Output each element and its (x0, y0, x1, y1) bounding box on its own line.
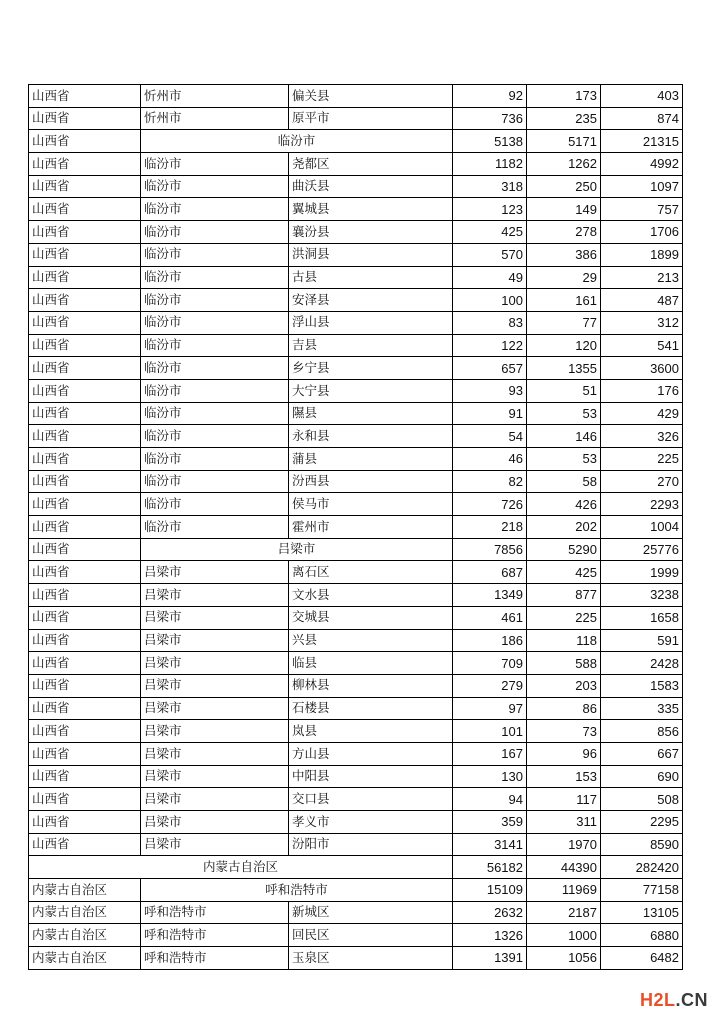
value-cell-2: 5171 (527, 130, 601, 153)
province-cell: 山西省 (29, 334, 141, 357)
value-cell-3: 282420 (601, 856, 683, 879)
value-cell-3: 1999 (601, 561, 683, 584)
value-cell-2: 426 (527, 493, 601, 516)
city-cell: 临汾市 (141, 221, 289, 244)
county-cell: 大宁县 (289, 379, 453, 402)
watermark-logo (640, 990, 708, 1011)
city-cell: 临汾市 (141, 266, 289, 289)
table-row (29, 153, 683, 176)
value-cell-2: 149 (527, 198, 601, 221)
value-cell-3: 429 (601, 402, 683, 425)
table-row (29, 198, 683, 221)
value-cell-3: 487 (601, 289, 683, 312)
value-cell-3: 77158 (601, 879, 683, 902)
table-row (29, 584, 683, 607)
value-cell-1: 167 (453, 742, 527, 765)
value-cell-2: 5290 (527, 538, 601, 561)
value-cell-2: 225 (527, 606, 601, 629)
value-cell-1: 92 (453, 85, 527, 108)
table-row (29, 334, 683, 357)
county-cell: 岚县 (289, 720, 453, 743)
province-cell: 山西省 (29, 311, 141, 334)
province-cell: 山西省 (29, 606, 141, 629)
province-cell: 山西省 (29, 130, 141, 153)
value-cell-3: 312 (601, 311, 683, 334)
city-cell: 临汾市 (141, 289, 289, 312)
watermark-cn: .CN (675, 990, 708, 1010)
city-cell: 临汾市 (141, 470, 289, 493)
city-cell: 临汾市 (141, 311, 289, 334)
value-cell-3: 13105 (601, 901, 683, 924)
value-cell-1: 425 (453, 221, 527, 244)
value-cell-3: 335 (601, 697, 683, 720)
county-cell: 襄汾县 (289, 221, 453, 244)
value-cell-1: 279 (453, 674, 527, 697)
value-cell-2: 118 (527, 629, 601, 652)
value-cell-2: 86 (527, 697, 601, 720)
table-row (29, 901, 683, 924)
county-cell: 柳林县 (289, 674, 453, 697)
county-cell: 孝义市 (289, 811, 453, 834)
table-row (29, 175, 683, 198)
county-cell: 尧都区 (289, 153, 453, 176)
value-cell-1: 15109 (453, 879, 527, 902)
value-cell-3: 1583 (601, 674, 683, 697)
province-cell: 山西省 (29, 652, 141, 675)
city-cell: 临汾市 (141, 402, 289, 425)
city-cell: 临汾市 (141, 493, 289, 516)
province-cell: 山西省 (29, 470, 141, 493)
table-row (29, 811, 683, 834)
city-cell: 临汾市 (141, 198, 289, 221)
city-cell: 临汾市 (141, 425, 289, 448)
value-cell-3: 1706 (601, 221, 683, 244)
county-cell: 交口县 (289, 788, 453, 811)
province-cell: 山西省 (29, 584, 141, 607)
province-cell: 山西省 (29, 85, 141, 108)
city-cell: 临汾市 (141, 516, 289, 539)
value-cell-3: 213 (601, 266, 683, 289)
value-cell-1: 93 (453, 379, 527, 402)
county-cell: 玉泉区 (289, 947, 453, 970)
city-cell: 吕梁市 (141, 765, 289, 788)
province-cell: 内蒙古自治区 (29, 901, 141, 924)
value-cell-3: 2293 (601, 493, 683, 516)
table-row (29, 85, 683, 108)
city-cell: 吕梁市 (141, 629, 289, 652)
value-cell-2: 877 (527, 584, 601, 607)
city-cell: 呼和浩特市 (141, 947, 289, 970)
province-cell: 内蒙古自治区 (29, 879, 141, 902)
table-row (29, 788, 683, 811)
value-cell-3: 8590 (601, 833, 683, 856)
county-cell: 石楼县 (289, 697, 453, 720)
county-cell: 蒲县 (289, 448, 453, 471)
county-cell: 安泽县 (289, 289, 453, 312)
value-cell-3: 757 (601, 198, 683, 221)
table-row (29, 856, 683, 879)
value-cell-2: 202 (527, 516, 601, 539)
value-cell-1: 7856 (453, 538, 527, 561)
table-row (29, 947, 683, 970)
value-cell-2: 2187 (527, 901, 601, 924)
value-cell-2: 161 (527, 289, 601, 312)
value-cell-2: 51 (527, 379, 601, 402)
table-row (29, 742, 683, 765)
value-cell-1: 46 (453, 448, 527, 471)
value-cell-2: 73 (527, 720, 601, 743)
value-cell-2: 1000 (527, 924, 601, 947)
value-cell-1: 56182 (453, 856, 527, 879)
value-cell-1: 82 (453, 470, 527, 493)
value-cell-2: 235 (527, 107, 601, 130)
table-row (29, 674, 683, 697)
province-cell: 山西省 (29, 107, 141, 130)
value-cell-3: 3238 (601, 584, 683, 607)
city-cell: 忻州市 (141, 107, 289, 130)
county-cell: 乡宁县 (289, 357, 453, 380)
value-cell-2: 11969 (527, 879, 601, 902)
city-cell: 吕梁市 (141, 606, 289, 629)
value-cell-2: 44390 (527, 856, 601, 879)
value-cell-3: 667 (601, 742, 683, 765)
table-row (29, 765, 683, 788)
province-cell: 山西省 (29, 788, 141, 811)
city-cell: 吕梁市 (141, 652, 289, 675)
table-row (29, 243, 683, 266)
city-cell: 临汾市 (141, 334, 289, 357)
value-cell-3: 3600 (601, 357, 683, 380)
value-cell-2: 1355 (527, 357, 601, 380)
county-cell: 隰县 (289, 402, 453, 425)
province-cell: 山西省 (29, 765, 141, 788)
province-cell: 山西省 (29, 379, 141, 402)
table-row (29, 470, 683, 493)
province-cell: 山西省 (29, 289, 141, 312)
table-row (29, 879, 683, 902)
province-cell: 山西省 (29, 674, 141, 697)
value-cell-1: 1349 (453, 584, 527, 607)
value-cell-2: 96 (527, 742, 601, 765)
value-cell-3: 591 (601, 629, 683, 652)
value-cell-2: 53 (527, 402, 601, 425)
province-cell: 山西省 (29, 516, 141, 539)
value-cell-1: 130 (453, 765, 527, 788)
table-row (29, 833, 683, 856)
city-cell: 临汾市 (141, 175, 289, 198)
province-cell: 山西省 (29, 243, 141, 266)
county-cell: 交城县 (289, 606, 453, 629)
province-cell: 内蒙古自治区 (29, 947, 141, 970)
value-cell-2: 1262 (527, 153, 601, 176)
province-cell: 内蒙古自治区 (29, 924, 141, 947)
city-cell: 吕梁市 (141, 584, 289, 607)
table-row (29, 538, 683, 561)
province-cell: 山西省 (29, 493, 141, 516)
data-table (28, 84, 683, 970)
province-cell: 山西省 (29, 425, 141, 448)
city-cell: 吕梁市 (141, 697, 289, 720)
value-cell-1: 122 (453, 334, 527, 357)
county-cell: 侯马市 (289, 493, 453, 516)
county-cell: 回民区 (289, 924, 453, 947)
value-cell-1: 3141 (453, 833, 527, 856)
city-cell: 临汾市 (141, 379, 289, 402)
county-cell: 兴县 (289, 629, 453, 652)
value-cell-2: 173 (527, 85, 601, 108)
value-cell-1: 5138 (453, 130, 527, 153)
province-cell: 山西省 (29, 833, 141, 856)
value-cell-1: 123 (453, 198, 527, 221)
value-cell-3: 326 (601, 425, 683, 448)
table-row (29, 107, 683, 130)
province-cell: 山西省 (29, 448, 141, 471)
value-cell-2: 120 (527, 334, 601, 357)
value-cell-3: 874 (601, 107, 683, 130)
value-cell-1: 736 (453, 107, 527, 130)
value-cell-3: 6880 (601, 924, 683, 947)
province-cell: 山西省 (29, 198, 141, 221)
value-cell-2: 53 (527, 448, 601, 471)
table-row (29, 357, 683, 380)
county-cell: 偏关县 (289, 85, 453, 108)
table-row (29, 425, 683, 448)
county-cell: 方山县 (289, 742, 453, 765)
value-cell-3: 176 (601, 379, 683, 402)
county-cell: 临县 (289, 652, 453, 675)
county-cell: 汾西县 (289, 470, 453, 493)
value-cell-1: 49 (453, 266, 527, 289)
value-cell-3: 2428 (601, 652, 683, 675)
city-cell: 吕梁市 (141, 538, 453, 561)
province-cell: 山西省 (29, 742, 141, 765)
value-cell-2: 153 (527, 765, 601, 788)
table-row (29, 606, 683, 629)
watermark-h2l: H2L (639, 990, 676, 1010)
value-cell-1: 359 (453, 811, 527, 834)
value-cell-3: 225 (601, 448, 683, 471)
county-cell: 汾阳市 (289, 833, 453, 856)
value-cell-2: 250 (527, 175, 601, 198)
county-cell: 古县 (289, 266, 453, 289)
value-cell-2: 58 (527, 470, 601, 493)
value-cell-3: 21315 (601, 130, 683, 153)
value-cell-2: 588 (527, 652, 601, 675)
value-cell-2: 203 (527, 674, 601, 697)
province-cell: 山西省 (29, 538, 141, 561)
county-cell: 永和县 (289, 425, 453, 448)
province-cell: 山西省 (29, 811, 141, 834)
value-cell-3: 508 (601, 788, 683, 811)
value-cell-2: 77 (527, 311, 601, 334)
city-cell: 吕梁市 (141, 720, 289, 743)
county-cell: 文水县 (289, 584, 453, 607)
city-cell: 吕梁市 (141, 811, 289, 834)
value-cell-3: 541 (601, 334, 683, 357)
value-cell-1: 687 (453, 561, 527, 584)
city-cell: 临汾市 (141, 130, 453, 153)
province-cell: 山西省 (29, 697, 141, 720)
table-row (29, 652, 683, 675)
value-cell-1: 570 (453, 243, 527, 266)
province-cell: 山西省 (29, 357, 141, 380)
value-cell-2: 386 (527, 243, 601, 266)
value-cell-3: 1899 (601, 243, 683, 266)
county-cell: 原平市 (289, 107, 453, 130)
city-cell: 吕梁市 (141, 561, 289, 584)
value-cell-1: 100 (453, 289, 527, 312)
city-cell: 吕梁市 (141, 833, 289, 856)
county-cell: 中阳县 (289, 765, 453, 788)
value-cell-2: 311 (527, 811, 601, 834)
value-cell-2: 117 (527, 788, 601, 811)
value-cell-1: 91 (453, 402, 527, 425)
city-cell: 呼和浩特市 (141, 901, 289, 924)
city-cell: 忻州市 (141, 85, 289, 108)
province-cell: 山西省 (29, 221, 141, 244)
table-row (29, 493, 683, 516)
value-cell-2: 29 (527, 266, 601, 289)
county-cell: 新城区 (289, 901, 453, 924)
city-cell: 临汾市 (141, 448, 289, 471)
value-cell-3: 6482 (601, 947, 683, 970)
city-cell: 临汾市 (141, 357, 289, 380)
city-cell: 临汾市 (141, 153, 289, 176)
value-cell-1: 54 (453, 425, 527, 448)
value-cell-3: 2295 (601, 811, 683, 834)
value-cell-2: 425 (527, 561, 601, 584)
city-cell: 临汾市 (141, 243, 289, 266)
county-cell: 洪洞县 (289, 243, 453, 266)
value-cell-1: 1182 (453, 153, 527, 176)
province-cell: 山西省 (29, 629, 141, 652)
value-cell-1: 186 (453, 629, 527, 652)
value-cell-3: 270 (601, 470, 683, 493)
value-cell-2: 1970 (527, 833, 601, 856)
city-cell: 呼和浩特市 (141, 879, 453, 902)
value-cell-3: 1658 (601, 606, 683, 629)
value-cell-1: 101 (453, 720, 527, 743)
table-row (29, 402, 683, 425)
value-cell-1: 461 (453, 606, 527, 629)
table-row (29, 448, 683, 471)
table-row (29, 561, 683, 584)
value-cell-3: 1097 (601, 175, 683, 198)
county-cell: 吉县 (289, 334, 453, 357)
city-cell: 吕梁市 (141, 674, 289, 697)
table-row (29, 221, 683, 244)
province-cell: 山西省 (29, 175, 141, 198)
value-cell-3: 403 (601, 85, 683, 108)
province-cell: 山西省 (29, 561, 141, 584)
data-table-body (29, 85, 683, 970)
county-cell: 曲沃县 (289, 175, 453, 198)
value-cell-1: 97 (453, 697, 527, 720)
value-cell-3: 1004 (601, 516, 683, 539)
table-row (29, 311, 683, 334)
table-row (29, 720, 683, 743)
value-cell-1: 1391 (453, 947, 527, 970)
table-row (29, 289, 683, 312)
value-cell-3: 4992 (601, 153, 683, 176)
city-cell: 呼和浩特市 (141, 924, 289, 947)
county-cell: 离石区 (289, 561, 453, 584)
province-cell: 山西省 (29, 266, 141, 289)
value-cell-1: 218 (453, 516, 527, 539)
county-cell: 浮山县 (289, 311, 453, 334)
table-row (29, 266, 683, 289)
table-row (29, 130, 683, 153)
table-row (29, 516, 683, 539)
value-cell-1: 94 (453, 788, 527, 811)
value-cell-2: 146 (527, 425, 601, 448)
city-cell: 吕梁市 (141, 742, 289, 765)
value-cell-3: 690 (601, 765, 683, 788)
county-cell: 霍州市 (289, 516, 453, 539)
county-cell: 翼城县 (289, 198, 453, 221)
province-cell: 山西省 (29, 720, 141, 743)
province-cell: 山西省 (29, 153, 141, 176)
value-cell-1: 2632 (453, 901, 527, 924)
province-cell: 内蒙古自治区 (29, 856, 453, 879)
province-cell: 山西省 (29, 402, 141, 425)
table-row (29, 697, 683, 720)
value-cell-1: 1326 (453, 924, 527, 947)
value-cell-3: 856 (601, 720, 683, 743)
value-cell-1: 726 (453, 493, 527, 516)
value-cell-1: 83 (453, 311, 527, 334)
value-cell-1: 318 (453, 175, 527, 198)
value-cell-2: 1056 (527, 947, 601, 970)
value-cell-2: 278 (527, 221, 601, 244)
table-row (29, 629, 683, 652)
value-cell-1: 657 (453, 357, 527, 380)
value-cell-3: 25776 (601, 538, 683, 561)
table-row (29, 379, 683, 402)
value-cell-1: 709 (453, 652, 527, 675)
city-cell: 吕梁市 (141, 788, 289, 811)
table-row (29, 924, 683, 947)
